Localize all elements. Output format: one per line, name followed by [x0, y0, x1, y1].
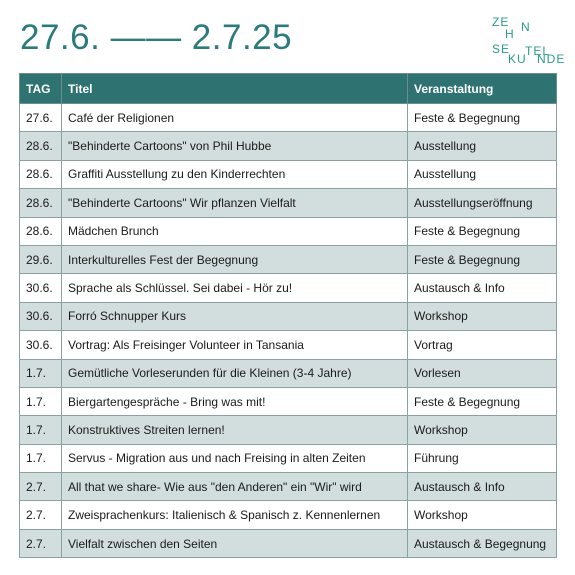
table-row [20, 104, 557, 132]
cell-type: Vortrag [408, 331, 557, 359]
cell-day: 2.7. [20, 529, 62, 557]
cell-type: Führung [408, 444, 557, 472]
cell-title: Vielfalt zwischen den Seiten [62, 529, 408, 557]
column-header-type: Veranstaltung [408, 74, 557, 104]
cell-title: Gemütliche Vorleserunden für die Kleinen (3-4 Jahre) [62, 359, 408, 387]
logo-part: H [505, 27, 515, 41]
column-header-title: Titel [62, 74, 408, 104]
table-row [20, 473, 557, 501]
cell-type: Workshop [408, 302, 557, 330]
cell-title: Konstruktives Streiten lernen! [62, 416, 408, 444]
cell-day: 28.6. [20, 160, 62, 188]
table-header-row [20, 74, 557, 104]
cell-title: Graffiti Ausstellung zu den Kinderrechten [62, 160, 408, 188]
cell-day: 1.7. [20, 359, 62, 387]
cell-type: Austausch & Begegnung [408, 529, 557, 557]
logo-part: KU [508, 52, 527, 66]
cell-day: 1.7. [20, 387, 62, 415]
cell-title: Café der Religionen [62, 104, 408, 132]
cell-title: Servus - Migration aus und nach Freising in alten Zeiten [62, 444, 408, 472]
cell-type: Vorlesen [408, 359, 557, 387]
table-row [20, 416, 557, 444]
cell-type: Workshop [408, 501, 557, 529]
event-table [19, 73, 557, 558]
logo-part: ZE [492, 15, 510, 29]
table-row [20, 529, 557, 557]
cell-type: Austausch & Info [408, 473, 557, 501]
cell-type: Feste & Begegnung [408, 217, 557, 245]
table-row [20, 359, 557, 387]
cell-type: Austausch & Info [408, 274, 557, 302]
cell-type: Feste & Begegnung [408, 245, 557, 273]
cell-type: Feste & Begegnung [408, 104, 557, 132]
cell-type: Workshop [408, 416, 557, 444]
cell-type: Ausstellung [408, 160, 557, 188]
cell-day: 29.6. [20, 245, 62, 273]
cell-type: Ausstellung [408, 132, 557, 160]
table-row [20, 331, 557, 359]
cell-day: 30.6. [20, 302, 62, 330]
cell-title: Forró Schnupper Kurs [62, 302, 408, 330]
table-row [20, 387, 557, 415]
table-row [20, 245, 557, 273]
cell-title: Sprache als Schlüssel. Sei dabei - Hör zu! [62, 274, 408, 302]
table-row [20, 189, 557, 217]
table-row [20, 274, 557, 302]
cell-day: 27.6. [20, 104, 62, 132]
logo-part: NDE [537, 52, 566, 66]
zehntel-sekunde-logo [492, 12, 566, 66]
cell-day: 1.7. [20, 444, 62, 472]
logo-part: SE [492, 42, 511, 56]
cell-title: Vortrag: Als Freisinger Volunteer in Tansania [62, 331, 408, 359]
table-row [20, 217, 557, 245]
cell-title: "Behinderte Cartoons" von Phil Hubbe [62, 132, 408, 160]
logo-part: TEL [525, 44, 551, 58]
table-row [20, 160, 557, 188]
table-row [20, 444, 557, 472]
cell-title: Interkulturelles Fest der Begegnung [62, 245, 408, 273]
table-row [20, 501, 557, 529]
table-row [20, 132, 557, 160]
cell-title: Zweisprachenkurs: Italienisch & Spanisch z. Kennenlernen [62, 501, 408, 529]
cell-day: 1.7. [20, 416, 62, 444]
cell-day: 30.6. [20, 331, 62, 359]
cell-title: All that we share- Wie aus "den Anderen" ein "Wir" wird [62, 473, 408, 501]
cell-day: 2.7. [20, 501, 62, 529]
logo-part: N [521, 20, 531, 34]
cell-day: 30.6. [20, 274, 62, 302]
table-row [20, 302, 557, 330]
cell-title: Mädchen Brunch [62, 217, 408, 245]
cell-day: 2.7. [20, 473, 62, 501]
cell-type: Ausstellungseröffnung [408, 189, 557, 217]
cell-title: Biergartengespräche - Bring was mit! [62, 387, 408, 415]
column-header-day: TAG [20, 74, 62, 104]
cell-day: 28.6. [20, 132, 62, 160]
cell-type: Feste & Begegnung [408, 387, 557, 415]
page-title: 27.6. —— 2.7.25 [20, 18, 293, 57]
cell-day: 28.6. [20, 189, 62, 217]
cell-day: 28.6. [20, 217, 62, 245]
cell-title: "Behinderte Cartoons" Wir pflanzen Vielfalt [62, 189, 408, 217]
